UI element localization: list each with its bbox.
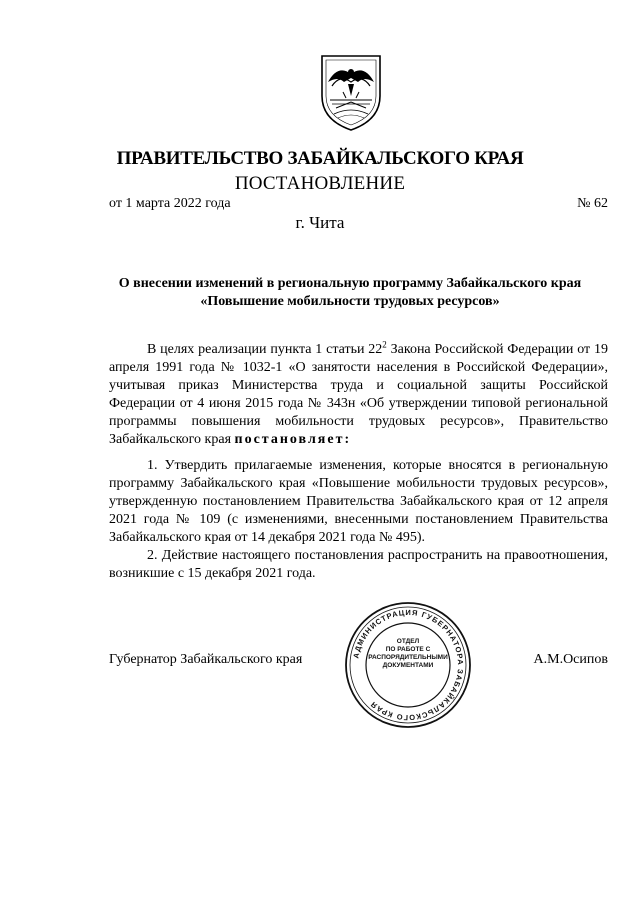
- preamble-paragraph: [109, 341, 608, 449]
- coat-of-arms-icon: [318, 52, 384, 132]
- signer-position: Губернатор Забайкальского края: [109, 652, 303, 667]
- stamp-line: ОТДЕЛ: [396, 638, 420, 645]
- stamp-line: ПО РАБОТЕ С: [385, 646, 431, 653]
- article-superscript: 2: [382, 339, 387, 350]
- government-title: ПРАВИТЕЛЬСТВО ЗАБАЙКАЛЬСКОГО КРАЯ: [116, 148, 524, 169]
- preamble-text-start: В целях реализации пункта 1 статьи 22: [147, 342, 383, 357]
- subject-line-1: О внесении изменений в региональную программу Забайкальского края: [118, 276, 582, 291]
- document-body: [109, 341, 608, 583]
- document-type: ПОСТАНОВЛЕНИЕ: [234, 173, 406, 194]
- preamble-text-end: Закона Российской Федерации от 19 апреля 1991 года № 1032-1 «О занятости населения в Российской Федерации», учитывая приказ Министерства труда и социальной защиты Российской Федерации от 4 июня 2015 года № 343н «Об утверждении типовой региональной программы повышения мобильности трудовых ресурсов», Правительство Забайкальского края: [109, 342, 608, 447]
- document-city: г. Чита: [295, 213, 345, 232]
- clause-2: 2. Действие настоящего постановления распространить на правоотношения, возникшие с 15 декабря 2021 года.: [109, 548, 608, 581]
- stamp-line: РАСПОРЯДИТЕЛЬНЫМИ: [368, 654, 448, 661]
- clause-1: 1. Утвердить прилагаемые изменения, которые вносятся в региональную программу Забайкальского края «Повышение мобильности трудовых ресурсов», утвержденную постановлением Правительства Забайкальского края от 12 апреля 2021 года № 109 (с изменениями, внесенными постановлением Правительства Забайкальского края от 14 декабря 2021 года № 495).: [109, 458, 608, 545]
- document-date: от 1 марта 2022 года: [109, 196, 231, 211]
- stamp-ring-text: АДМИНИСТРАЦИЯ ГУБЕРНАТОРА ЗАБАЙКАЛЬСКОГО КРАЯ: [351, 607, 466, 723]
- stamp-center-text: [366, 638, 450, 670]
- document-number: № 62: [577, 196, 608, 211]
- subject-line-2: «Повышение мобильности трудовых ресурсов»: [200, 294, 500, 309]
- stamp-line: ДОКУМЕНТАМИ: [382, 662, 434, 669]
- signer-name: А.М.Осипов: [533, 652, 608, 667]
- document-subject: [100, 275, 600, 311]
- decree-word: постановляет:: [234, 432, 352, 447]
